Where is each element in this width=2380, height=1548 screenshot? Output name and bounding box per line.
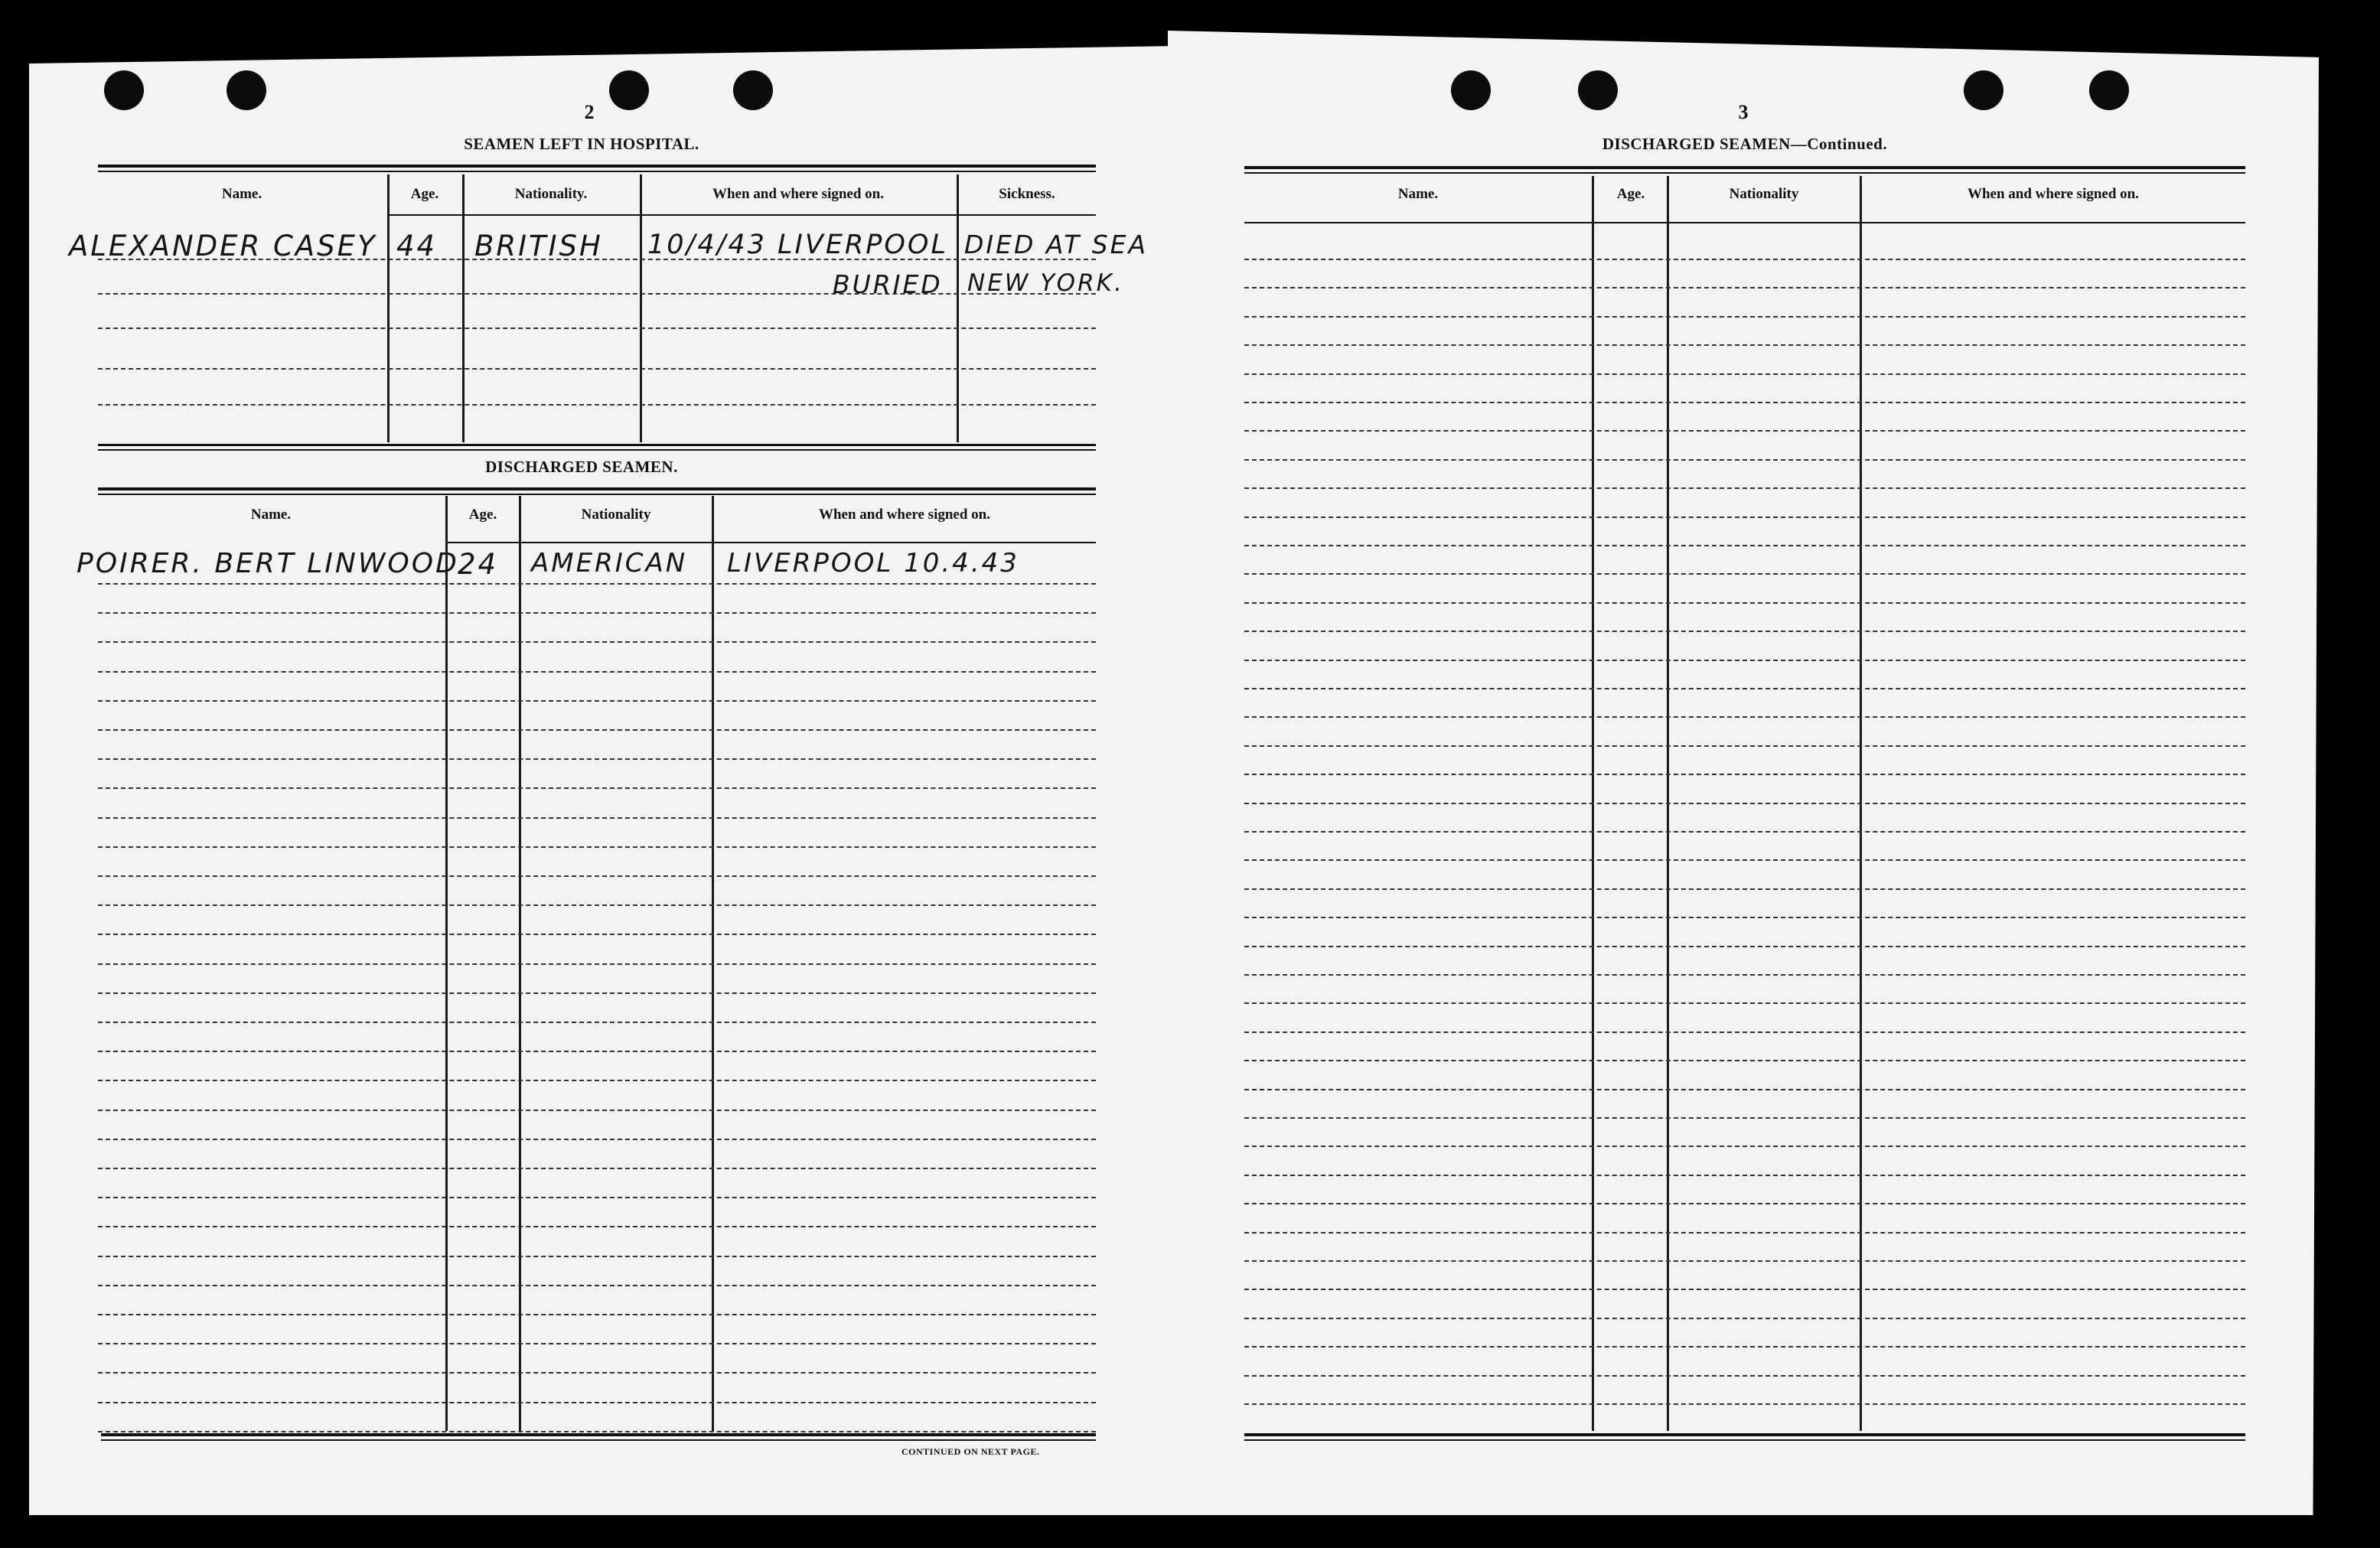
header-nationality: Nationality xyxy=(1729,186,1799,202)
row-line xyxy=(98,846,1096,848)
row-line xyxy=(98,904,1096,906)
row-line xyxy=(98,1372,1096,1374)
entry-buried: BURIED xyxy=(833,269,943,299)
row-line xyxy=(98,641,1096,643)
row-line xyxy=(1244,1346,2245,1348)
header-rule xyxy=(387,214,1096,216)
row-line xyxy=(98,1051,1096,1052)
header-name: Name. xyxy=(250,507,292,523)
row-line xyxy=(98,404,1096,406)
row-line xyxy=(1244,1318,2245,1319)
row-line xyxy=(98,992,1096,994)
header-signed-on: When and where signed on. xyxy=(818,507,990,523)
row-line xyxy=(1244,888,2245,890)
header-age: Age. xyxy=(1616,186,1645,202)
row-line xyxy=(98,328,1096,329)
entry-age: 24 xyxy=(458,548,499,581)
header-name: Name. xyxy=(1397,186,1439,202)
entry-nationality: BRITISH xyxy=(474,230,603,262)
row-line xyxy=(98,1256,1096,1257)
row-line xyxy=(1244,259,2245,260)
entry-sickness-2: NEW YORK. xyxy=(967,269,1124,297)
row-line xyxy=(1244,1289,2245,1290)
column-divider xyxy=(640,174,642,442)
entry-nationality: AMERICAN xyxy=(531,548,688,578)
row-line xyxy=(98,1139,1096,1140)
entry-signed-on: 10/4/43 LIVERPOOL xyxy=(647,230,948,260)
row-line xyxy=(1244,517,2245,518)
row-line xyxy=(98,1343,1096,1344)
row-line xyxy=(98,1431,1096,1432)
row-line xyxy=(1244,487,2245,489)
row-line xyxy=(98,729,1096,731)
row-line xyxy=(1244,631,2245,632)
header-rule xyxy=(445,542,1096,543)
punch-hole xyxy=(609,70,649,110)
row-line xyxy=(1244,602,2245,604)
row-line xyxy=(98,934,1096,935)
row-line xyxy=(98,1285,1096,1286)
right-page xyxy=(1168,31,2319,1515)
row-line xyxy=(98,1080,1096,1081)
row-line xyxy=(1244,1117,2245,1119)
row-line xyxy=(1244,660,2245,661)
entry-name: POIRER. BERT LINWOOD xyxy=(77,548,459,579)
row-line xyxy=(1244,1031,2245,1033)
table-bottom-rule xyxy=(98,444,1096,446)
table-bottom-rule xyxy=(1244,1433,2245,1436)
row-line xyxy=(98,583,1096,585)
punch-hole xyxy=(2089,70,2129,110)
row-line xyxy=(98,1022,1096,1023)
header-name: Name. xyxy=(221,186,262,202)
row-line xyxy=(1244,1232,2245,1234)
row-line xyxy=(1244,1175,2245,1176)
header-signed-on: When and where signed on. xyxy=(712,186,884,202)
header-sickness: Sickness. xyxy=(999,186,1055,202)
row-line xyxy=(1244,1060,2245,1061)
entry-sickness: DIED AT SEA xyxy=(964,230,1149,259)
row-line xyxy=(1244,1403,2245,1405)
row-line xyxy=(1244,803,2245,804)
row-line xyxy=(1244,1203,2245,1204)
row-line xyxy=(98,293,1096,295)
row-line xyxy=(1244,1146,2245,1147)
row-line xyxy=(98,875,1096,877)
row-line xyxy=(98,1226,1096,1227)
table-bottom-rule xyxy=(101,1433,1096,1436)
row-line xyxy=(98,963,1096,965)
row-line xyxy=(98,1402,1096,1403)
table-bottom-rule xyxy=(98,449,1096,451)
column-divider xyxy=(957,174,959,442)
row-line xyxy=(1244,373,2245,375)
continued-note: CONTINUED ON NEXT PAGE. xyxy=(901,1446,1040,1457)
punch-hole xyxy=(1578,70,1618,110)
section-title-discharged-continued: DISCHARGED SEAMEN—Continued. xyxy=(1602,135,1888,153)
row-line xyxy=(1244,430,2245,432)
header-signed-on: When and where signed on. xyxy=(1967,186,2139,202)
table-top-rule xyxy=(98,487,1096,490)
punch-hole xyxy=(1964,70,2003,110)
row-line xyxy=(1244,859,2245,861)
table-top-rule xyxy=(1244,172,2245,174)
row-line xyxy=(98,817,1096,819)
row-line xyxy=(1244,316,2245,318)
section-title-discharged: DISCHARGED SEAMEN. xyxy=(485,458,678,476)
row-line xyxy=(1244,1260,2245,1262)
entry-name: ALEXANDER CASEY xyxy=(69,230,377,262)
table-bottom-rule xyxy=(1244,1439,2245,1441)
row-line xyxy=(1244,716,2245,718)
row-line xyxy=(98,1168,1096,1169)
section-title-hospital: SEAMEN LEFT IN HOSPITAL. xyxy=(464,135,699,153)
row-line xyxy=(1244,917,2245,918)
table-top-rule xyxy=(98,165,1096,168)
row-line xyxy=(98,368,1096,370)
row-line xyxy=(98,787,1096,789)
row-line xyxy=(1244,287,2245,288)
entry-signed-on: LIVERPOOL 10.4.43 xyxy=(727,548,1019,578)
entry-age: 44 xyxy=(396,230,438,262)
row-line xyxy=(98,1110,1096,1111)
row-line xyxy=(98,612,1096,614)
row-line xyxy=(98,1314,1096,1315)
row-line xyxy=(98,700,1096,702)
row-line xyxy=(1244,946,2245,947)
table-top-rule xyxy=(98,171,1096,172)
header-nationality: Nationality xyxy=(581,507,651,523)
punch-hole xyxy=(227,70,266,110)
punch-hole xyxy=(1451,70,1491,110)
page-number: 2 xyxy=(584,101,595,123)
row-line xyxy=(1244,1002,2245,1004)
row-line xyxy=(1244,459,2245,461)
row-line xyxy=(98,671,1096,673)
punch-hole xyxy=(733,70,773,110)
row-line xyxy=(1244,974,2245,976)
row-line xyxy=(98,1197,1096,1198)
header-age: Age. xyxy=(410,186,439,202)
row-line xyxy=(1244,688,2245,689)
header-nationality: Nationality. xyxy=(514,186,588,202)
row-line xyxy=(1244,1089,2245,1090)
row-line xyxy=(1244,774,2245,775)
left-page xyxy=(29,46,1180,1515)
row-line xyxy=(1244,573,2245,575)
row-line xyxy=(1244,402,2245,403)
row-line xyxy=(1244,1375,2245,1377)
row-line xyxy=(1244,344,2245,346)
column-divider xyxy=(462,174,465,442)
table-top-rule xyxy=(98,494,1096,495)
header-rule xyxy=(1244,222,2245,223)
row-line xyxy=(1244,831,2245,833)
punch-hole xyxy=(104,70,144,110)
row-line xyxy=(98,758,1096,760)
table-bottom-rule xyxy=(101,1439,1096,1441)
row-line xyxy=(1244,745,2245,747)
column-divider xyxy=(387,174,390,442)
row-line xyxy=(1244,545,2245,546)
table-top-rule xyxy=(1244,166,2245,169)
header-age: Age. xyxy=(468,507,497,523)
page-number: 3 xyxy=(1738,101,1749,123)
